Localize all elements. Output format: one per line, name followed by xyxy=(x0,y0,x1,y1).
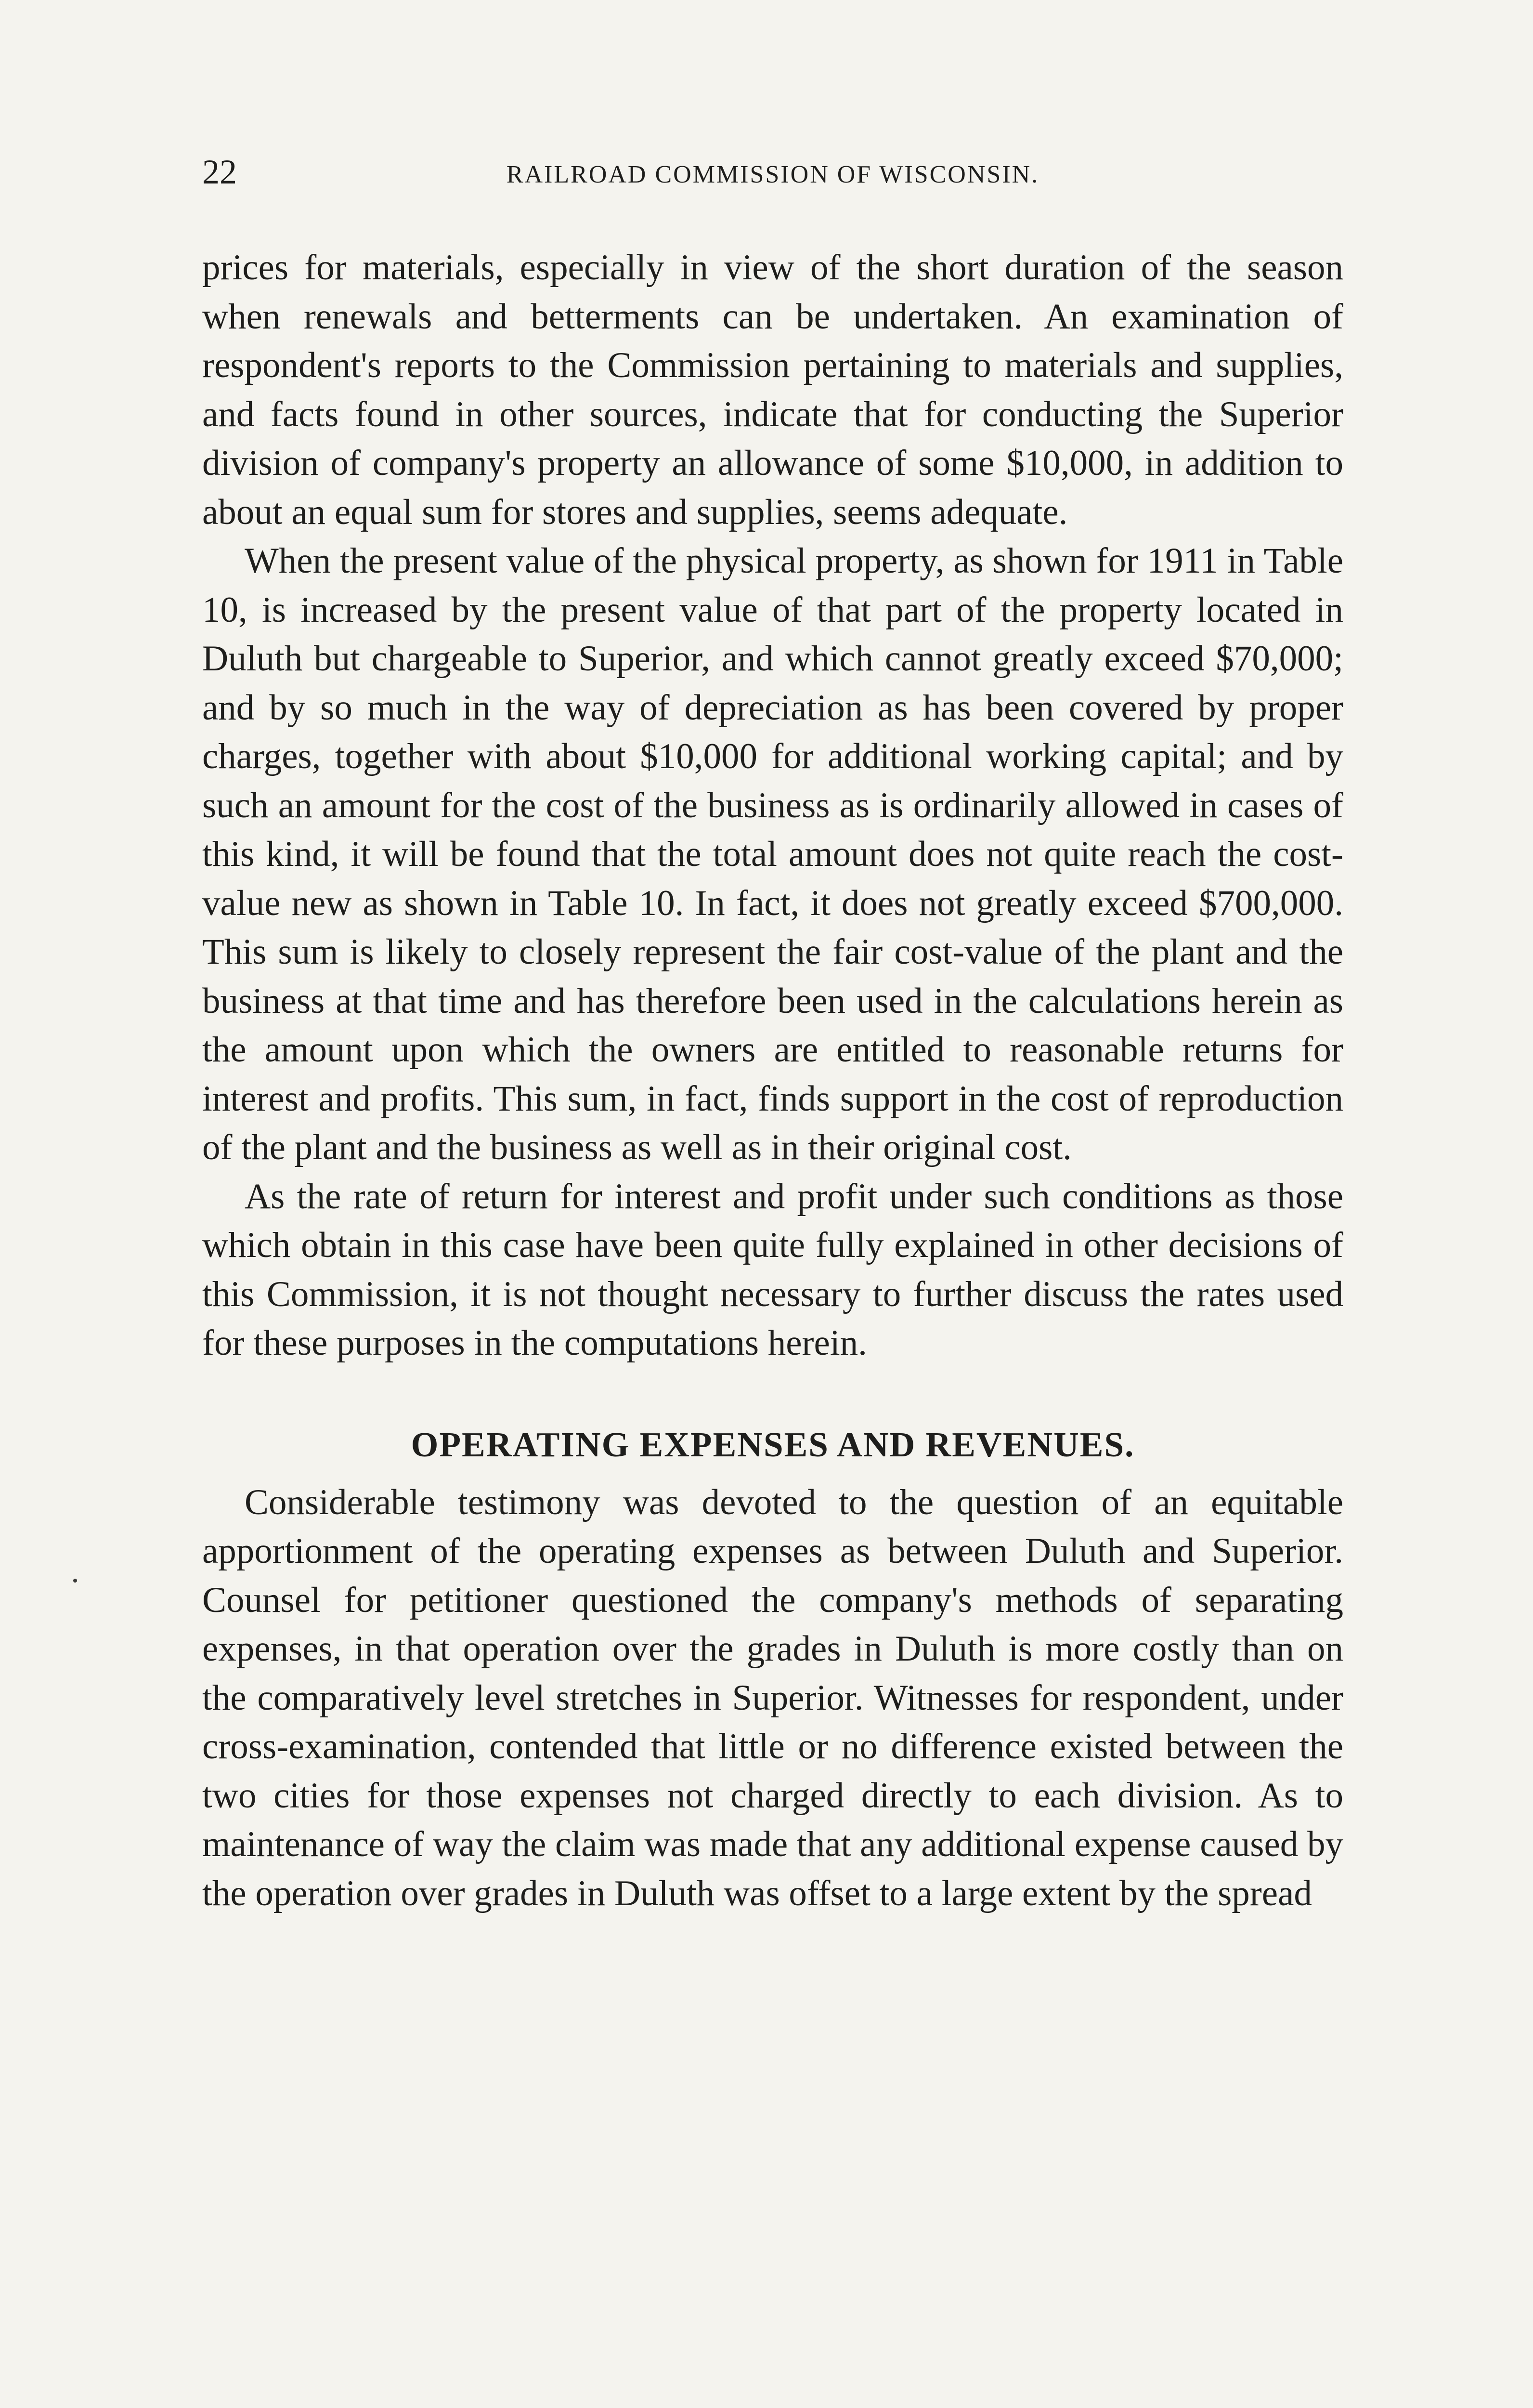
section-heading: OPERATING EXPENSES AND REVENUES. xyxy=(411,1425,1135,1464)
paragraph-materials-allowance: prices for materials, especially in view of the short duration of the season when renewals and betterments can be undertaken. An examination of respondent's reports to the Commission pertaining to materials and supplies, and facts found in other sources, indicate that for conducting the Superior division of company's property an allowance of some $10,000, in addition to about an equal sum for stores and supplies, seems adequate. xyxy=(202,248,1343,532)
paragraph-operating-expenses: Considerable testimony was devoted to the question of an equitable apportionment of the operating expenses as between Duluth and Superior. Counsel for petitioner questioned the company's methods of separating expenses, in that operation over the grades in Duluth is more costly than on the comparatively level stretches in Superior. Witnesses for respondent, under cross-examination, contended that little or no difference existed between the two cities for those expenses not charged directly to each division. As to maintenance of way the claim was made that any additional expense caused by the operation over grades in Duluth was offset to a large extent by the spread xyxy=(202,1482,1343,1913)
running-head xyxy=(202,150,1343,194)
margin-speck xyxy=(73,1579,77,1583)
body-text xyxy=(202,243,1343,1918)
paragraph-fair-value: When the present value of the physical property, as shown for 1911 in Table 10, is increased by the present value of that part of the property located in Duluth but chargeable to Superior, and which cannot greatly exceed $70,000; and by so much in the way of depreciation as has been covered by proper charges, together with about $10,000 for additional working capital; and by such an amount for the cost of the business as is ordinarily allowed in cases of this kind, it will be found that the total amount does not quite reach the cost-value new as shown in Table 10. In fact, it does not greatly exceed $700,000. This sum is likely to closely represent the fair cost-value of the plant and the business at that time and has therefore been used in the calculations herein as the amount upon which the owners are entitled to reasonable returns for interest and profits. This sum, in fact, finds support in the cost of reproduction of the plant and the business as well as in their original cost. xyxy=(202,541,1343,1167)
page-number: 22 xyxy=(202,153,237,191)
paragraph-rate-of-return: As the rate of return for interest and profit under such conditions as those which obtain in this case have been quite fully explained in other decisions of this Commission, it is not thought necessary to further discuss the rates used for these purposes in the computations herein. xyxy=(202,1176,1343,1363)
running-head-title: RAILROAD COMMISSION OF WISCONSIN. xyxy=(506,161,1039,188)
